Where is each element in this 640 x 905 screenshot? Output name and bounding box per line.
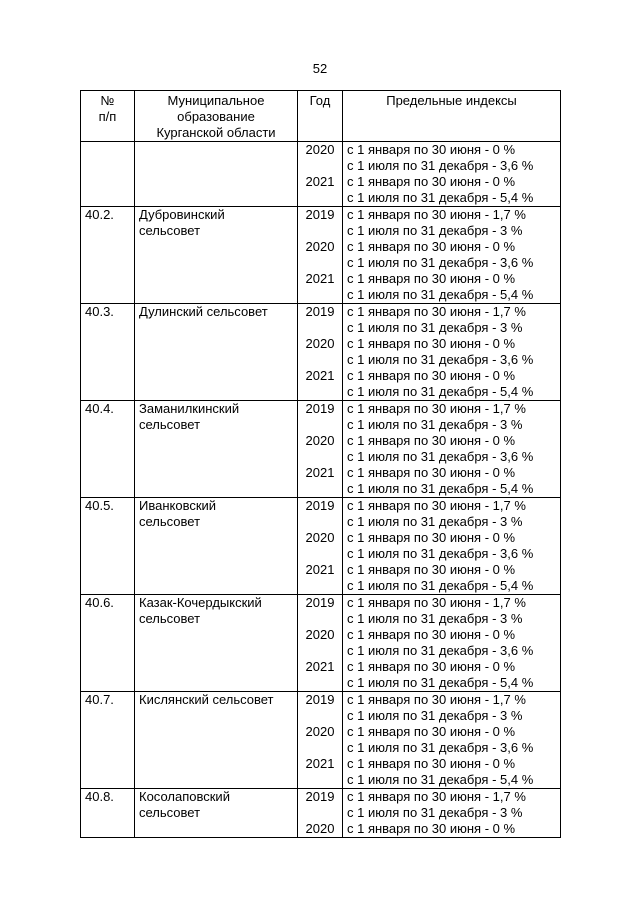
index-line: с 1 июля по 31 декабря - 5,4 % xyxy=(347,384,534,399)
tariff-indices-table xyxy=(80,90,561,838)
row-number xyxy=(81,142,135,207)
index-line: с 1 января по 30 июня - 1,7 % xyxy=(347,595,526,610)
municipality-cell xyxy=(135,595,298,692)
row-number: 40.5. xyxy=(81,498,135,595)
index-line: с 1 января по 30 июня - 0 % xyxy=(347,821,516,836)
index-line: с 1 января по 30 июня - 0 % xyxy=(347,142,516,157)
index-line: с 1 июля по 31 декабря - 5,4 % xyxy=(347,287,534,302)
index-line: с 1 января по 30 июня - 1,7 % xyxy=(347,304,526,319)
indices-cell xyxy=(343,401,561,498)
index-line: с 1 июля по 31 декабря - 3 % xyxy=(347,514,523,529)
year-value: 2020 xyxy=(305,530,335,545)
index-line: с 1 июля по 31 декабря - 3,6 % xyxy=(347,643,534,658)
index-line: с 1 июля по 31 декабря - 5,4 % xyxy=(347,675,534,690)
header-municipality xyxy=(135,91,298,142)
year-value: 2019 xyxy=(305,692,335,707)
year-value: 2020 xyxy=(305,821,335,836)
index-line: с 1 июля по 31 декабря - 3 % xyxy=(347,223,523,238)
index-line: с 1 января по 30 июня - 0 % xyxy=(347,336,516,351)
index-line: с 1 июля по 31 декабря - 3 % xyxy=(347,805,523,820)
indices-cell xyxy=(343,789,561,838)
page-number: 52 xyxy=(312,61,328,76)
municipality-name-line: Иванковский xyxy=(139,498,217,513)
index-line: с 1 июля по 31 декабря - 3 % xyxy=(347,611,523,626)
municipality-name-line: сельсовет xyxy=(139,611,201,626)
index-line: с 1 июля по 31 декабря - 3,6 % xyxy=(347,158,534,173)
index-line: с 1 июля по 31 декабря - 5,4 % xyxy=(347,481,534,496)
index-line: с 1 января по 30 июня - 0 % xyxy=(347,659,516,674)
year-value: 2021 xyxy=(305,368,335,383)
municipality-name-line: сельсовет xyxy=(139,417,201,432)
year-cell xyxy=(298,498,343,595)
header-municipality-line: Муниципальное xyxy=(167,93,265,108)
municipality-name-line: сельсовет xyxy=(139,514,201,529)
header-municipality-line: Курганской области xyxy=(156,125,276,140)
year-value: 2019 xyxy=(305,401,335,416)
municipality-name-line: сельсовет xyxy=(139,805,201,820)
header-number xyxy=(81,91,135,142)
municipality-name-line: Косолаповский xyxy=(139,789,230,804)
index-line: с 1 января по 30 июня - 1,7 % xyxy=(347,498,526,513)
index-line: с 1 января по 30 июня - 0 % xyxy=(347,465,516,480)
indices-cell xyxy=(343,207,561,304)
row-number: 40.8. xyxy=(81,789,135,838)
table-row xyxy=(81,207,561,304)
index-line: с 1 января по 30 июня - 1,7 % xyxy=(347,401,526,416)
row-number: 40.3. xyxy=(81,304,135,401)
row-number: 40.4. xyxy=(81,401,135,498)
index-line: с 1 января по 30 июня - 0 % xyxy=(347,627,516,642)
indices-cell xyxy=(343,692,561,789)
row-number: 40.6. xyxy=(81,595,135,692)
indices-cell xyxy=(343,142,561,207)
row-number: 40.2. xyxy=(81,207,135,304)
municipality-name-line: Дубровинский xyxy=(139,207,225,222)
indices-cell xyxy=(343,498,561,595)
municipality-name-line: Дулинский сельсовет xyxy=(139,304,268,319)
index-line: с 1 января по 30 июня - 1,7 % xyxy=(347,789,526,804)
year-value: 2020 xyxy=(305,239,335,254)
year-value: 2021 xyxy=(305,465,335,480)
year-cell xyxy=(298,207,343,304)
year-value: 2019 xyxy=(305,498,335,513)
index-line: с 1 января по 30 июня - 0 % xyxy=(347,433,516,448)
index-line: с 1 июля по 31 декабря - 5,4 % xyxy=(347,190,534,205)
year-value: 2020 xyxy=(305,433,335,448)
index-line: с 1 июля по 31 декабря - 3,6 % xyxy=(347,255,534,270)
index-line: с 1 июля по 31 декабря - 3 % xyxy=(347,320,523,335)
header-municipality-line: образование xyxy=(177,109,255,124)
header-number-line: п/п xyxy=(98,109,117,124)
year-cell xyxy=(298,692,343,789)
municipality-name-line: Казак-Кочердыкский xyxy=(139,595,262,610)
year-cell xyxy=(298,304,343,401)
index-line: с 1 января по 30 июня - 0 % xyxy=(347,174,516,189)
header-row xyxy=(81,91,561,142)
table-row xyxy=(81,498,561,595)
index-line: с 1 июля по 31 декабря - 5,4 % xyxy=(347,772,534,787)
year-value: 2021 xyxy=(305,174,335,189)
year-cell xyxy=(298,401,343,498)
year-value: 2020 xyxy=(305,627,335,642)
index-line: с 1 января по 30 июня - 0 % xyxy=(347,562,516,577)
index-line: с 1 января по 30 июня - 0 % xyxy=(347,756,516,771)
year-value: 2021 xyxy=(305,756,335,771)
municipality-cell xyxy=(135,498,298,595)
municipality-cell xyxy=(135,401,298,498)
table-body xyxy=(81,142,561,838)
index-line: с 1 июля по 31 декабря - 5,4 % xyxy=(347,578,534,593)
table-row xyxy=(81,401,561,498)
index-line: с 1 января по 30 июня - 1,7 % xyxy=(347,207,526,222)
year-cell xyxy=(298,789,343,838)
year-value: 2021 xyxy=(305,659,335,674)
header-year: Год xyxy=(298,91,343,142)
municipality-cell xyxy=(135,789,298,838)
index-line: с 1 января по 30 июня - 1,7 % xyxy=(347,692,526,707)
index-line: с 1 января по 30 июня - 0 % xyxy=(347,271,516,286)
year-cell xyxy=(298,595,343,692)
index-line: с 1 июля по 31 декабря - 3,6 % xyxy=(347,449,534,464)
indices-cell xyxy=(343,595,561,692)
table-header xyxy=(81,91,561,142)
municipality-name-line: Кислянский сельсовет xyxy=(139,692,274,707)
index-line: с 1 июля по 31 декабря - 3,6 % xyxy=(347,546,534,561)
year-value: 2019 xyxy=(305,595,335,610)
table-row xyxy=(81,692,561,789)
table-row xyxy=(81,304,561,401)
row-number: 40.7. xyxy=(81,692,135,789)
year-cell xyxy=(298,142,343,207)
header-number-line: № xyxy=(100,93,115,108)
municipality-name-line: Заманилкинский xyxy=(139,401,240,416)
table-row xyxy=(81,789,561,838)
year-value: 2020 xyxy=(305,724,335,739)
municipality-cell xyxy=(135,304,298,401)
index-line: с 1 июля по 31 декабря - 3,6 % xyxy=(347,352,534,367)
index-line: с 1 января по 30 июня - 0 % xyxy=(347,239,516,254)
index-line: с 1 января по 30 июня - 0 % xyxy=(347,530,516,545)
year-value: 2020 xyxy=(305,336,335,351)
year-value: 2021 xyxy=(305,271,335,286)
year-value: 2020 xyxy=(305,142,335,157)
year-value: 2019 xyxy=(305,789,335,804)
index-line: с 1 июля по 31 декабря - 3 % xyxy=(347,417,523,432)
index-line: с 1 января по 30 июня - 0 % xyxy=(347,368,516,383)
index-line: с 1 января по 30 июня - 0 % xyxy=(347,724,516,739)
indices-cell xyxy=(343,304,561,401)
table-row xyxy=(81,595,561,692)
header-indices: Предельные индексы xyxy=(343,91,561,142)
year-value: 2019 xyxy=(305,207,335,222)
municipality-name-line: сельсовет xyxy=(139,223,201,238)
municipality-cell xyxy=(135,692,298,789)
year-value: 2019 xyxy=(305,304,335,319)
index-line: с 1 июля по 31 декабря - 3,6 % xyxy=(347,740,534,755)
table-row xyxy=(81,142,561,207)
municipality-cell xyxy=(135,142,298,207)
municipality-cell xyxy=(135,207,298,304)
index-line: с 1 июля по 31 декабря - 3 % xyxy=(347,708,523,723)
year-value: 2021 xyxy=(305,562,335,577)
